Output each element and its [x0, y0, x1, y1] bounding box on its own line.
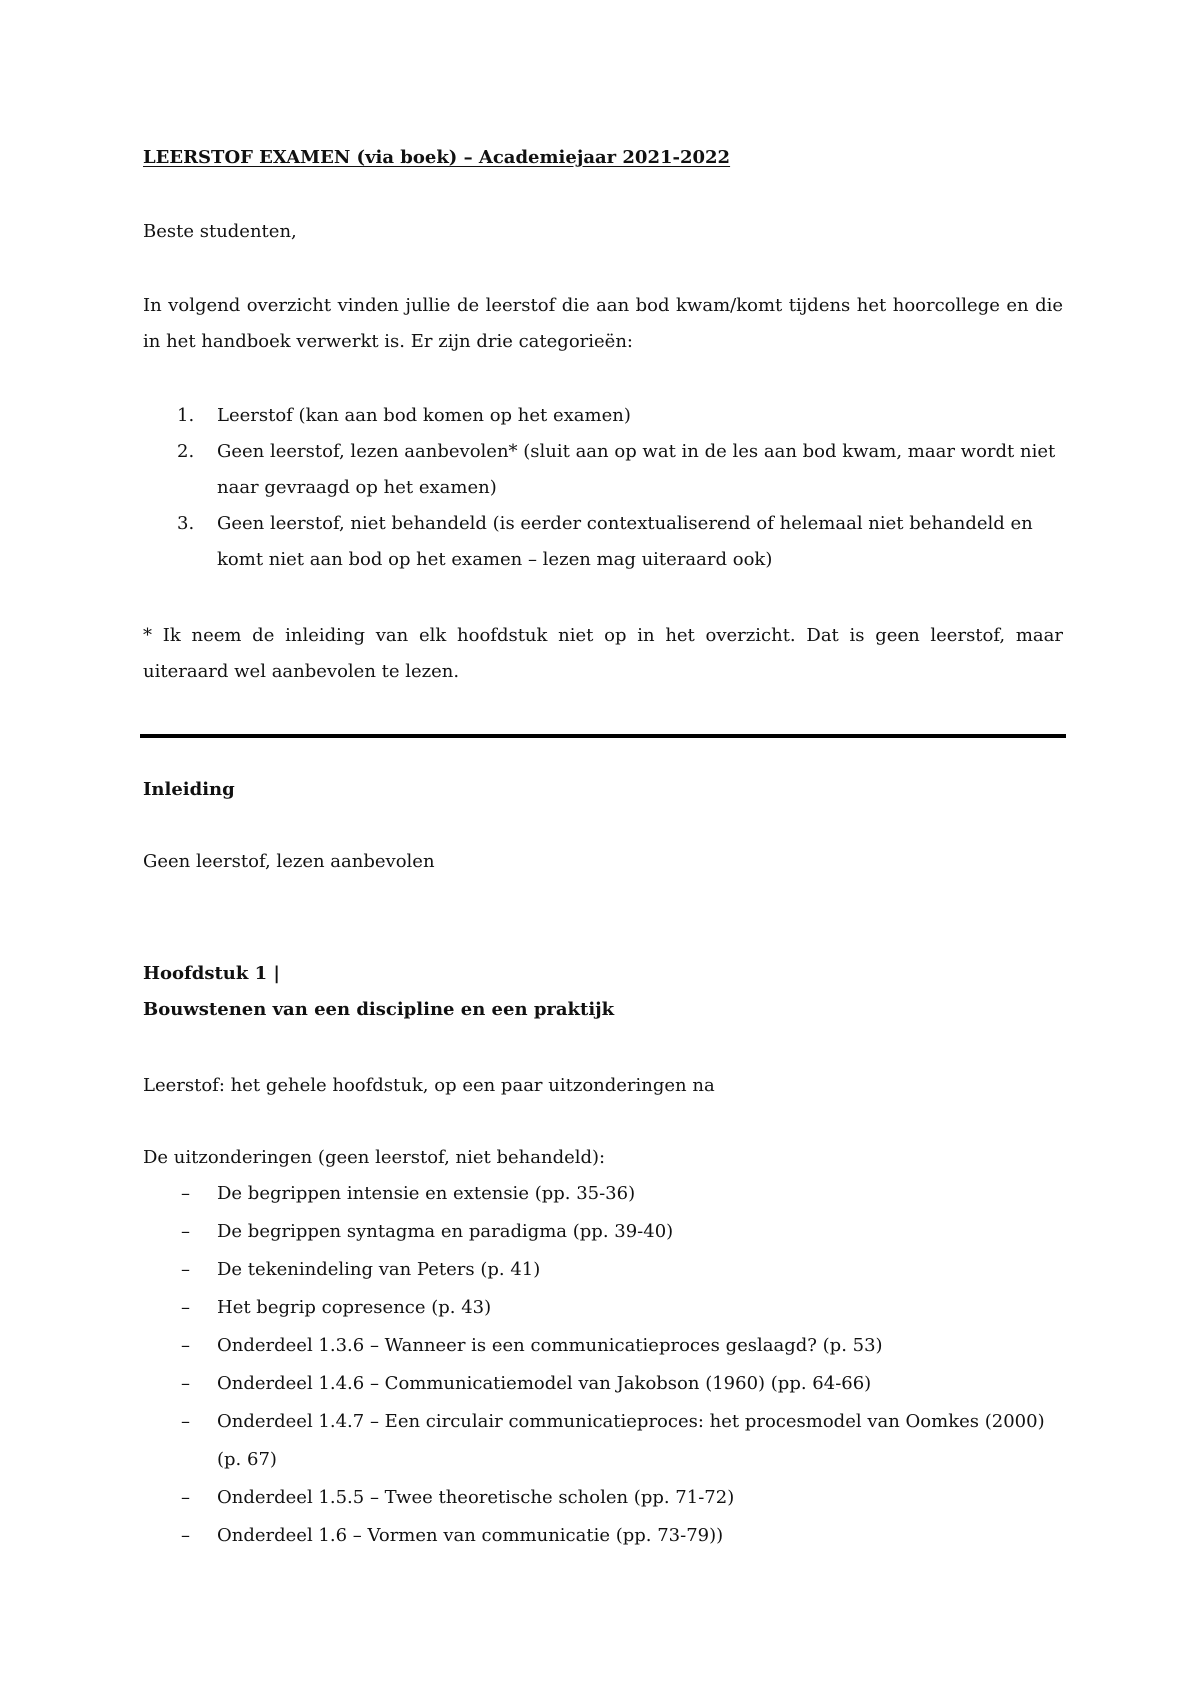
chapter-status: Leerstof: het gehele hoofdstuk, op een paar uitzonderingen na: [143, 1075, 715, 1096]
list-item: [143, 506, 1063, 578]
list-item-text: De begrippen syntagma en paradigma (pp. 39-40): [217, 1221, 674, 1242]
dash-bullet: –: [181, 1411, 190, 1432]
list-item: [143, 1175, 1063, 1213]
list-item-text: Geen leerstof, niet behandeld (is eerder contextualiserend of helemaal niet behandeld en komt niet aan bod op het examen – lezen mag uiteraard ook): [217, 513, 1033, 570]
list-item-text: Onderdeel 1.4.6 – Communicatiemodel van Jakobson (1960) (pp. 64-66): [217, 1373, 872, 1394]
list-number: 1.: [177, 405, 195, 426]
exceptions-intro: De uitzonderingen (geen leerstof, niet behandeld):: [143, 1147, 606, 1168]
dash-bullet: –: [181, 1297, 190, 1318]
section-divider: [140, 734, 1066, 738]
list-item-text: Onderdeel 1.6 – Vormen van communicatie (pp. 73-79)): [217, 1525, 724, 1546]
list-item: [143, 1213, 1063, 1251]
inleiding-status: Geen leerstof, lezen aanbevolen: [143, 851, 435, 872]
chapter-heading-title: Bouwstenen van een discipline en een praktijk: [143, 999, 615, 1020]
dash-bullet: –: [181, 1373, 190, 1394]
dash-bullet: –: [181, 1487, 190, 1508]
dash-bullet: –: [181, 1525, 190, 1546]
list-item-text: Onderdeel 1.4.7 – Een circulair communicatieproces: het procesmodel van Oomkes (2000) (p. 67): [217, 1411, 1045, 1470]
dash-bullet: –: [181, 1221, 190, 1242]
list-item: [143, 1327, 1063, 1365]
list-item: [143, 398, 1063, 434]
footnote: * Ik neem de inleiding van elk hoofdstuk niet op in het overzicht. Dat is geen leerstof, maar uiteraard wel aanbevolen te lezen.: [143, 625, 1063, 682]
list-item-text: Het begrip copresence (p. 43): [217, 1297, 492, 1318]
list-item-text: De begrippen intensie en extensie (pp. 35-36): [217, 1183, 636, 1204]
list-number: 3.: [177, 513, 195, 534]
list-item-text: De tekenindeling van Peters (p. 41): [217, 1259, 541, 1280]
document-title: LEERSTOF EXAMEN (via boek) – Academiejaar 2021-2022: [143, 147, 731, 168]
section-heading-inleiding: Inleiding: [143, 779, 235, 800]
list-item: [143, 1403, 1063, 1479]
list-item-text: Geen leerstof, lezen aanbevolen* (sluit aan op wat in de les aan bod kwam, maar wordt niet naar gevraagd op het examen): [217, 441, 1056, 498]
list-item-text: Onderdeel 1.5.5 – Twee theoretische scholen (pp. 71-72): [217, 1487, 735, 1508]
list-item: [143, 1289, 1063, 1327]
chapter-heading-number: Hoofdstuk 1 |: [143, 963, 280, 984]
list-item: [143, 1479, 1063, 1517]
greeting: Beste studenten,: [143, 221, 297, 242]
exceptions-list: [143, 1175, 1063, 1555]
list-item-text: Leerstof (kan aan bod komen op het examen): [217, 405, 631, 426]
dash-bullet: –: [181, 1259, 190, 1280]
list-item: [143, 434, 1063, 506]
list-item: [143, 1517, 1063, 1555]
list-number: 2.: [177, 441, 195, 462]
dash-bullet: –: [181, 1183, 190, 1204]
list-item: [143, 1365, 1063, 1403]
list-item-text: Onderdeel 1.3.6 – Wanneer is een communicatieproces geslaagd? (p. 53): [217, 1335, 883, 1356]
intro-paragraph: In volgend overzicht vinden jullie de leerstof die aan bod kwam/komt tijdens het hoorcollege en die in het handboek verwerkt is. Er zijn drie categorieën:: [143, 295, 1063, 352]
dash-bullet: –: [181, 1335, 190, 1356]
category-list: [143, 398, 1063, 578]
list-item: [143, 1251, 1063, 1289]
